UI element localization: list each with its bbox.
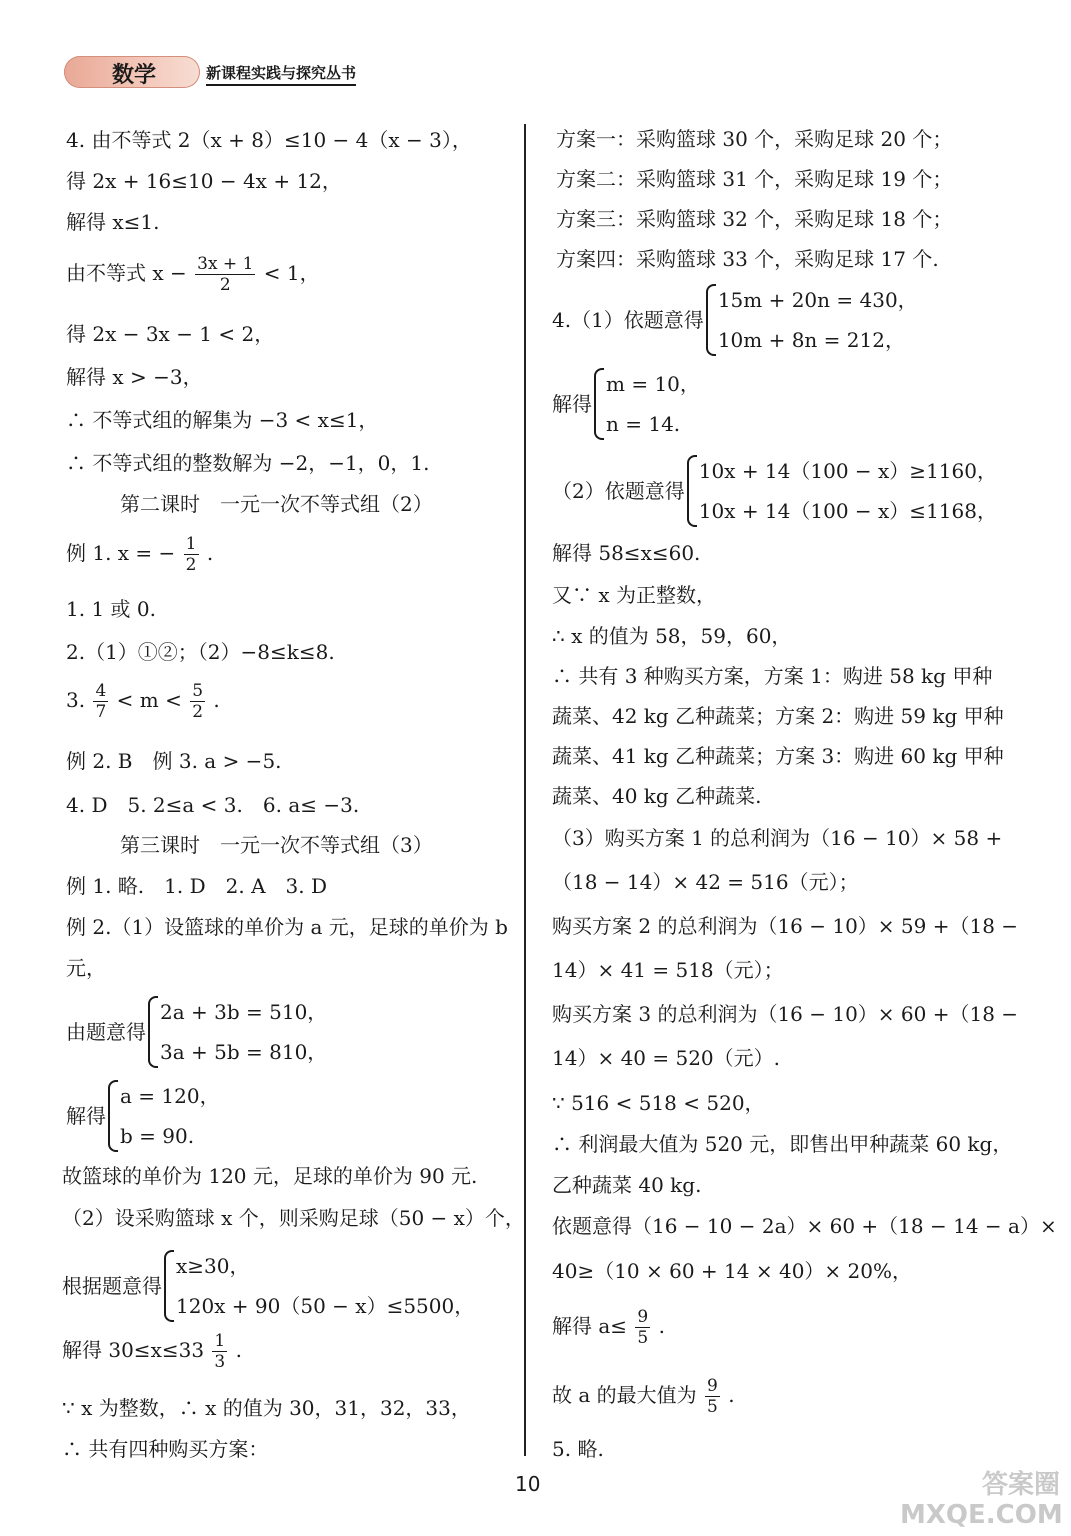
text-line: ∵ x 为整数，∴ x 的值为 30，31，32，33， — [62, 1396, 471, 1420]
text-span: 4.（1）依题意得 — [552, 308, 704, 332]
numerator: 1 — [214, 1331, 226, 1351]
text-line: ∴ x 的值为 58，59，60， — [552, 624, 792, 648]
equation-system — [552, 280, 918, 360]
denominator: 2 — [192, 702, 204, 722]
text-line: （2）设采购篮球 x 个，则采购足球（50 − x）个， — [62, 1206, 525, 1230]
equation: b = 90. — [120, 1124, 195, 1148]
fraction — [93, 681, 108, 722]
text-line: 解得 58≤x≤60. — [552, 541, 701, 565]
fraction-line — [66, 254, 320, 295]
equation-system — [552, 364, 700, 444]
equation: 10m + 8n = 212， — [717, 328, 905, 352]
text-line: 购买方案 2 的总利润为（16 − 10）× 59 +（18 − — [552, 914, 1019, 938]
text-line: 蔬菜、42 kg 乙种蔬菜；方案 2：购进 59 kg 甲种 — [552, 704, 1004, 728]
text-span: . — [206, 541, 214, 565]
fraction-line — [66, 534, 213, 575]
numerator: 9 — [637, 1307, 649, 1327]
equation: 15m + 20n = 430， — [717, 288, 918, 312]
text-span: 3. — [66, 688, 86, 712]
fraction-line — [66, 681, 220, 722]
fraction — [195, 254, 255, 295]
numerator: 5 — [192, 681, 204, 701]
text-line: 得 2x + 16≤10 − 4x + 12， — [66, 169, 342, 193]
text-line: 4. 由不等式 2（x + 8）≤10 − 4（x − 3）， — [66, 128, 472, 152]
page-number: 10 — [515, 1472, 541, 1496]
subject-label: 数学 — [112, 63, 157, 88]
text-line: 4. D 5. 2≤a < 3. 6. a≤ −3. — [66, 793, 360, 817]
numerator: 9 — [707, 1376, 718, 1396]
watermark-logo: 答案圈 MXQE.COM — [900, 1470, 1063, 1530]
text-line: 故篮球的单价为 120 元，足球的单价为 90 元. — [62, 1164, 478, 1188]
text-line: 1. 1 或 0. — [66, 597, 156, 621]
equation: 3a + 5b = 810， — [160, 1040, 328, 1064]
text-line: 依题意得（16 − 10 − 2a）× 60 +（18 − 14 − a）× — [552, 1214, 1057, 1238]
equation-system — [66, 992, 327, 1072]
equation: 10x + 14（100 − x）≥1160， — [698, 459, 997, 483]
text-span: < m < — [116, 688, 182, 712]
system-brace — [162, 1246, 474, 1326]
system-brace — [685, 451, 997, 531]
text-line: 又∵ x 为正整数， — [552, 583, 716, 607]
text-line: 14）× 41 = 518（元）； — [552, 958, 784, 982]
denominator: 7 — [95, 702, 107, 722]
text-line: （18 − 14）× 42 = 516（元）； — [552, 870, 859, 894]
section-heading: 第二课时 一元一次不等式组（2） — [120, 492, 433, 516]
equation: m = 10， — [606, 372, 700, 396]
text-span: . — [213, 688, 220, 712]
equation: n = 14. — [606, 412, 681, 436]
series-title: 新课程实践与探究丛书 — [206, 62, 356, 86]
text-span: 由不等式 x − — [66, 261, 187, 285]
fraction — [635, 1307, 650, 1348]
text-span: . — [728, 1383, 735, 1407]
text-span: 故 a 的最大值为 — [552, 1383, 697, 1407]
fraction-line — [552, 1307, 665, 1348]
fraction — [190, 681, 205, 722]
system-brace — [704, 280, 918, 360]
text-line: 例 2. B 例 3. a > −5. — [66, 749, 282, 773]
text-line: 购买方案 3 的总利润为（16 − 10）× 60 +（18 − — [552, 1002, 1019, 1026]
text-line: 方案二：采购篮球 31 个，采购足球 19 个； — [556, 167, 953, 191]
denominator: 2 — [219, 275, 231, 295]
text-span: . — [235, 1338, 242, 1362]
denominator: 2 — [185, 555, 197, 575]
text-line: （3）购买方案 1 的总利润为（16 − 10）× 58 + — [552, 826, 1003, 850]
equation: 10x + 14（100 − x）≤1168， — [698, 499, 997, 523]
column-divider — [524, 124, 526, 1456]
text-span: 解得 30≤x≤33 — [62, 1338, 205, 1362]
fraction — [705, 1376, 720, 1417]
system-brace — [592, 364, 700, 444]
text-line: 例 1. 略. 1. D 2. A 3. D — [66, 874, 327, 898]
text-span: 根据题意得 — [62, 1274, 162, 1298]
text-line: 5. 略. — [552, 1437, 604, 1461]
fraction — [184, 534, 199, 575]
text-line: 元， — [66, 956, 106, 980]
text-line: 解得 x≤1. — [66, 210, 160, 234]
text-span: （2）依题意得 — [552, 479, 685, 503]
equation: a = 120， — [120, 1084, 220, 1108]
text-line: ∴ 不等式组的解集为 −3 < x≤1， — [66, 408, 379, 432]
text-line: 方案一：采购篮球 30 个，采购足球 20 个； — [556, 127, 953, 151]
numerator: 1 — [185, 534, 197, 554]
text-span: < 1， — [263, 261, 320, 285]
text-span: 解得 — [66, 1104, 106, 1128]
text-line: 方案三：采购篮球 32 个，采购足球 18 个； — [556, 207, 953, 231]
numerator: 3x + 1 — [197, 254, 254, 274]
text-line: 蔬菜、40 kg 乙种蔬菜. — [552, 784, 762, 808]
text-line: ∴ 共有四种购买方案： — [62, 1437, 269, 1461]
equation: 2a + 3b = 510， — [160, 1000, 328, 1024]
text-line: 方案四：采购篮球 33 个，采购足球 17 个. — [556, 247, 939, 271]
text-span: 例 1. x = − — [66, 541, 176, 565]
section-heading: 第三课时 一元一次不等式组（3） — [120, 833, 433, 857]
text-span: 解得 — [552, 392, 592, 416]
numerator: 4 — [95, 681, 107, 701]
text-line: ∴ 共有 3 种购买方案，方案 1：购进 58 kg 甲种 — [552, 664, 993, 688]
text-line: 例 2.（1）设篮球的单价为 a 元，足球的单价为 b — [66, 915, 508, 939]
text-line: 2.（1）①②；（2）−8≤k≤8. — [66, 640, 335, 664]
fraction — [212, 1331, 227, 1372]
subject-badge — [64, 56, 200, 88]
text-line: 解得 x > −3， — [66, 365, 203, 389]
text-line: 得 2x − 3x − 1 < 2， — [66, 322, 275, 346]
fraction-line — [552, 1376, 735, 1417]
system-brace — [146, 992, 327, 1072]
equation: 120x + 90（50 − x）≤5500， — [176, 1294, 475, 1318]
denominator: 5 — [637, 1328, 649, 1348]
text-line: ∵ 516 < 518 < 520， — [552, 1091, 765, 1115]
text-span: 由题意得 — [66, 1020, 146, 1044]
text-line: 蔬菜、41 kg 乙种蔬菜；方案 3：购进 60 kg 甲种 — [552, 744, 1004, 768]
text-span: . — [658, 1314, 665, 1338]
text-line: 14）× 40 = 520（元）. — [552, 1046, 781, 1070]
text-line: ∴ 不等式组的整数解为 −2，−1，0，1. — [66, 451, 430, 475]
equation-system — [66, 1076, 220, 1156]
text-line: 乙种蔬菜 40 kg. — [552, 1173, 702, 1197]
text-span: 解得 a≤ — [552, 1314, 628, 1338]
equation-system — [62, 1246, 474, 1326]
system-brace — [106, 1076, 220, 1156]
fraction-line — [62, 1331, 242, 1372]
text-line: ∴ 利润最大值为 520 元，即售出甲种蔬菜 60 kg， — [552, 1132, 1013, 1156]
denominator: 3 — [214, 1352, 226, 1372]
equation: x≥30， — [176, 1254, 250, 1278]
equation-system — [552, 451, 997, 531]
denominator: 5 — [707, 1397, 718, 1417]
text-line: 40≥（10 × 60 + 14 × 40）× 20%， — [552, 1259, 912, 1283]
